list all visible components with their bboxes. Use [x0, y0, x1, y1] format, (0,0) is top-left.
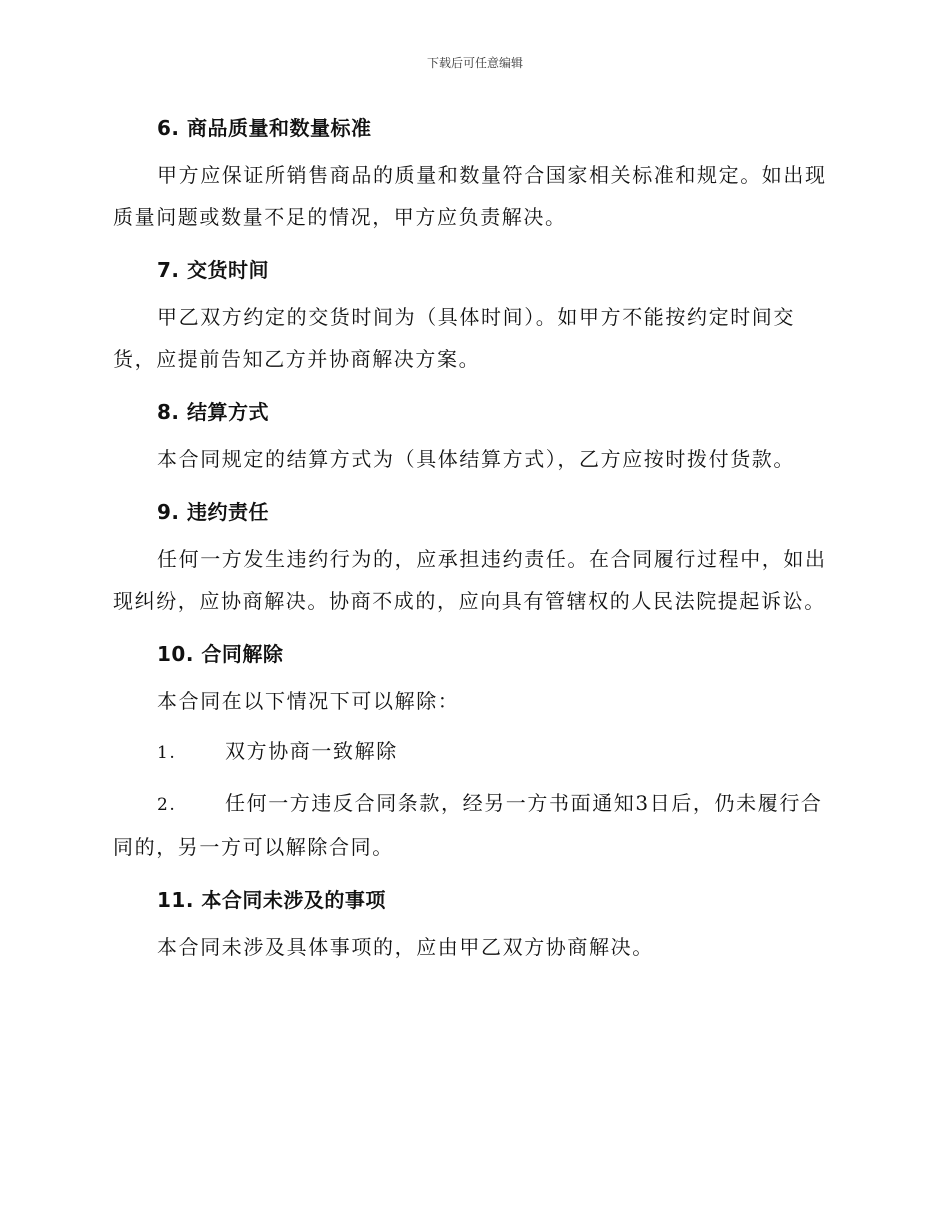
section-7-heading: 7. 交货时间	[157, 258, 269, 282]
section-9-body: 任何一方发生违约行为的，应承担违约责任。在合同履行过程中，如出现纠纷，应协商解决。协商不成的，应向具有管辖权的人民法院提起诉讼。	[113, 547, 827, 613]
list-item-text: 任何一方违反合同条款，经另一方书面通知3日后，仍未履行合同的，另一方可以解除合同。	[113, 791, 823, 859]
section-9-heading: 9. 违约责任	[157, 500, 269, 524]
section-8-heading: 8. 结算方式	[157, 400, 269, 424]
section-8-body: 本合同规定的结算方式为（具体结算方式），乙方应按时拨付货款。	[157, 447, 795, 471]
page-header-note: 下载后可任意编辑	[426, 56, 523, 70]
section-11-body: 本合同未涉及具体事项的，应由甲乙双方协商解决。	[157, 935, 654, 959]
section-10-heading: 10. 合同解除	[157, 642, 284, 666]
section-10-list-item	[113, 782, 833, 868]
section-10-intro: 本合同在以下情况下可以解除：	[157, 689, 460, 713]
section-6-heading: 6. 商品质量和数量标准	[157, 116, 372, 140]
list-item-number: 1.	[157, 743, 177, 763]
document-body	[113, 110, 833, 968]
list-item-number: 2.	[157, 795, 177, 815]
section-11-heading: 11. 本合同未涉及的事项	[157, 888, 386, 912]
list-item-text: 双方协商一致解除	[225, 739, 398, 763]
section-6-body: 甲方应保证所销售商品的质量和数量符合国家相关标准和规定。如出现质量问题或数量不足的情况，甲方应负责解决。	[113, 163, 827, 229]
section-7-body: 甲乙双方约定的交货时间为（具体时间）。如甲方不能按约定时间交货，应提前告知乙方并协商解决方案。	[113, 305, 795, 371]
section-10-list-item	[113, 730, 833, 774]
